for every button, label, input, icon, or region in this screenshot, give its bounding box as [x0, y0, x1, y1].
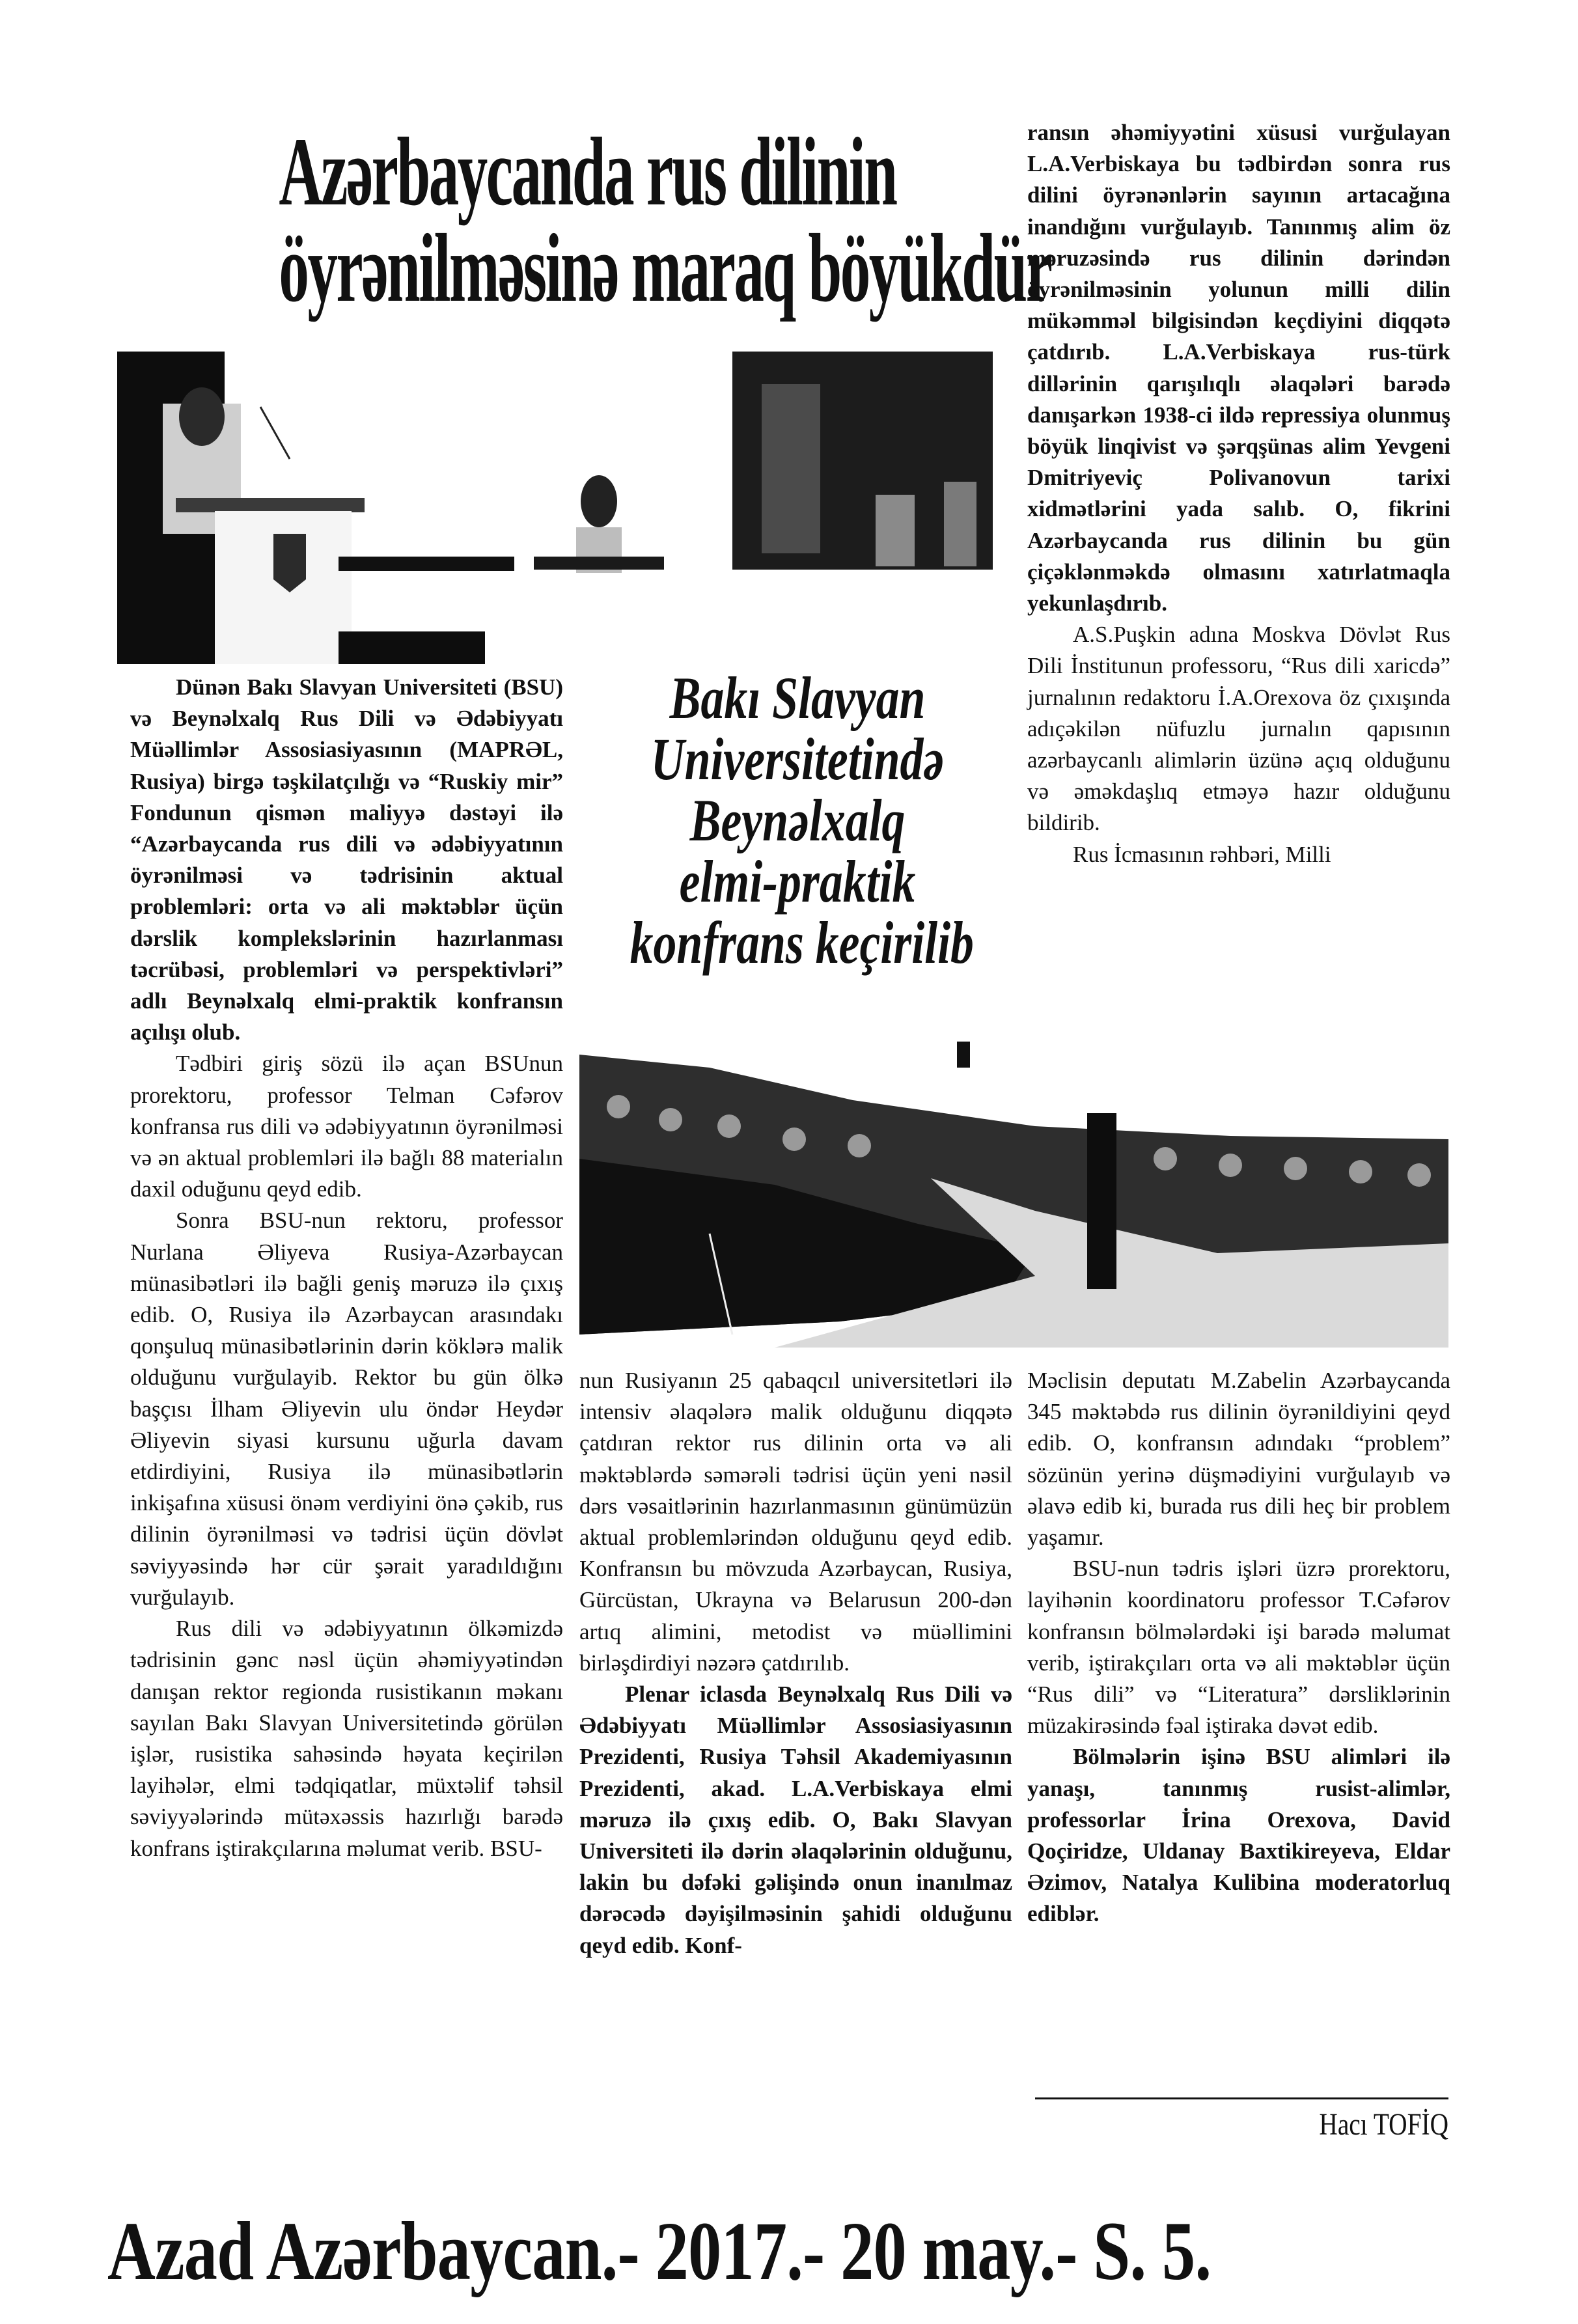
left-column [130, 672, 563, 1864]
paragraph-moderators: Bölmələrin işinə BSU alimləri ilə yanaşı, tanınmış rusist-alimlər, professorlar İrina Orexova, David Qoçiridze, Uldanay Baxtikireyeva, Eldar Əzimov, Natalya Kulibina moderatorluq ediblər. [1027, 1744, 1450, 1927]
paragraph: nun Rusiyanın 25 qabaqcıl universitetləri ilə intensiv əlaqələrə malik olduğunu diqqətə çatdıran rektor rus dilinin orta və ali məktəblərdə səmərəli tədrisi üçün yeni nəsil dərs vəsaitlərinin hazırlanmasının günümüzün aktual problemlərindən olduğunu qeyd edib. Konfransın bu mövzuda Azərbaycan, Rusiya, Gürcüstan, Ukrayna və Belarusun 200-dən artıq alimini, metodist və müəllimini birləşdirdiyi nəzərə çatdırılıb. [579, 1368, 1012, 1676]
paragraph: A.S.Puşkin adına Moskva Dövlət Rus Dili İnstitunun professoru, “Rus dili xaricdə” jurnalının redaktoru İ.A.Orexova öz çıxışında adıçəkilən nüfuzlu jurnalın qapısının azərbaycanlı alimlərin üzünə açıq olduğunu və əməkdaşlıq etməyə hazır olduğunu bildirib. [1027, 622, 1450, 836]
right-column-bottom [1027, 1365, 1450, 1930]
paragraph: Sonra BSU-nun rektoru, professor Nurlana Əliyeva Rusiya-Azərbaycan münasibətləri ilə bağli geniş məruzə ilə çıxış edib. O, Rusiya ilə Azərbaycan arasındakı qonşuluq münasibətlərinin dərin köklərə malik olduğunu vurğulayib. Rektor bu gün ölkə başçısı İlham Əliyevin ulu öndər Heydər Əliyevin siyasi kursunu uğurla davam etdirdiyini, Rusiya ilə münasibətlərin inkişafına xüsusi önəm verdiyini önə çəkib, rus dilinin öyrənilməsi və tədrisi üçün dövlət səviyyəsində hər cür şərait yaradıldığını vurğulayıb. [130, 1208, 563, 1610]
right-column-top [1027, 117, 1450, 870]
article-headline [279, 118, 1051, 322]
article-subheading [583, 665, 1012, 976]
paragraph-plenary: Plenar iclasda Beynəlxalq Rus Dili və Ədəbiyyatı Müəllimlər Assosiasiyasının Prezidenti, Rusiya Təhsil Akademiyasının Prezidenti, akad. L.A.Verbiskaya elmi məruzə ilə çıxış edib. O, Bakı Slavyan Universiteti ilə dərin əlaqələrinin olduğunu, lakin bu dəfəki gəlişində onun inanılmaz dərəcədə dəyişilməsinin şahidi olduğunu qeyd edib. Konf- [579, 1681, 1012, 1958]
subheading-line: Universitetində [650, 726, 945, 792]
photo-image-1 [117, 345, 993, 664]
headline-line-2: öyrənilməsinə maraq böyükdür [279, 214, 1051, 322]
paragraph: Rus dili və ədəbiyyatının ölkəmizdə tədrisinin gənc nəsl üçün əhəmiyyətindən danışan rektor regionda rusistikanın məkanı sayılan Bakı Slavyan Universitetində görülən işlər, rusistika sahəsində həyata keçirilən layihələr, elmi tədqiqatlar, müxtəlif təhsil səviyyələrində mütəxəssis hazırlığı barədə konfrans iştirakçılarına məlumat verib. BSU- [130, 1616, 563, 1861]
photo-image-2 [579, 1029, 1455, 1354]
byline-divider [1035, 2097, 1448, 2099]
subheading-line: konfrans keçirilib [630, 909, 974, 976]
paragraph: Tədbiri giriş sözü ilə açan BSUnun prorektoru, professor Telman Cəfərov konfransa rus dili və ədəbiyyatının öyrənilməsi və ən aktual problemləri ilə bağlı 88 materialın daxil oduğunu qeyd edib. [130, 1051, 563, 1202]
paragraph-intro: Dünən Bakı Slavyan Universiteti (BSU) və Beynəlxalq Rus Dili və Ədəbiyyatı Müəllimlər Assosiasiyasının (MAPRƏL, Rusiya) birgə təşkilatçılığı və “Ruskiy mir” Fondunun qismən maliyyə dəstəyi ilə “Azərbaycanda rus dili və ədəbiyyatının öyrənilməsi və tədrisinin aktual problemləri: orta və ali məktəblər üçün dərslik komplekslərinin hazırlanması təcrübəsi, problemləri və perspektivləri” adlı Beynəlxalq elmi-praktik konfransın açılışı olub. [130, 674, 563, 1045]
author-byline: Hacı TOFİQ [1319, 2107, 1448, 2142]
headline-line-1: Azərbaycanda rus dilinin [279, 118, 896, 226]
paragraph: BSU-nun tədris işləri üzrə prorektoru, layihənin koordinatoru professor T.Cəfərov konfransın bölmələrdəki işi barədə məlumat verib, iştirakçıları orta və ali məktəblər üçün “Rus dili” və “Literatura” dərsliklərinin müzakirəsində fəal iştiraka dəvət edib. [1027, 1556, 1450, 1739]
source-citation: Azad Azərbaycan.- 2017.- 20 may.- S. 5. [107, 2205, 1211, 2297]
subheading-line: Bakı Slavyan [669, 665, 926, 731]
paragraph: Məclisin deputatı M.Zabelin Azərbaycanda 345 məktəbdə rus dilinin öyrənildiyini qeyd edib. O, konfransın adındakı “problem” sözünün yerinə düşmədiyini vurğulayıb və əlavə edib ki, burada rus dili heç bir problem yaşamır. [1027, 1368, 1450, 1551]
speaker-at-podium-photo [117, 345, 993, 664]
conference-audience-photo [579, 1029, 1455, 1354]
subheading-line: Beynəlxalq [689, 787, 906, 853]
paragraph: Rus İcmasının rəhbəri, Milli [1073, 841, 1331, 867]
paragraph: ransın əhəmiyyətini xüsusi vurğulayan L.A.Verbiskaya bu tədbirdən sonra rus dilini öyrənənlərin sayının artacağına inandığını vurğulayıb. Tanınmış alim öz məruzəsində rus dilinin dərindən öyrənilməsinin yolunun milli dilin mükəmməl bilgisindən keçdiyini diqqətə çatdırıb. L.A.Verbiskaya rus-türk dillərinin qarışılıqlı əlaqələri barədə danışarkən 1938-ci ildə repressiya olunmuş böyük linqivist və şərqşünas alim Yevgeni Dmitriyeviç Polivanovun tarixi xidmətlərini yada salıb. O, fikrini Azərbaycanda rus dilinin bu gün çiçəklənməkdə olmasını xatırlatmaqla yekunlaşdırıb. [1027, 120, 1450, 616]
subheading-line: elmi-praktik [679, 848, 916, 915]
middle-column [579, 1365, 1012, 1961]
